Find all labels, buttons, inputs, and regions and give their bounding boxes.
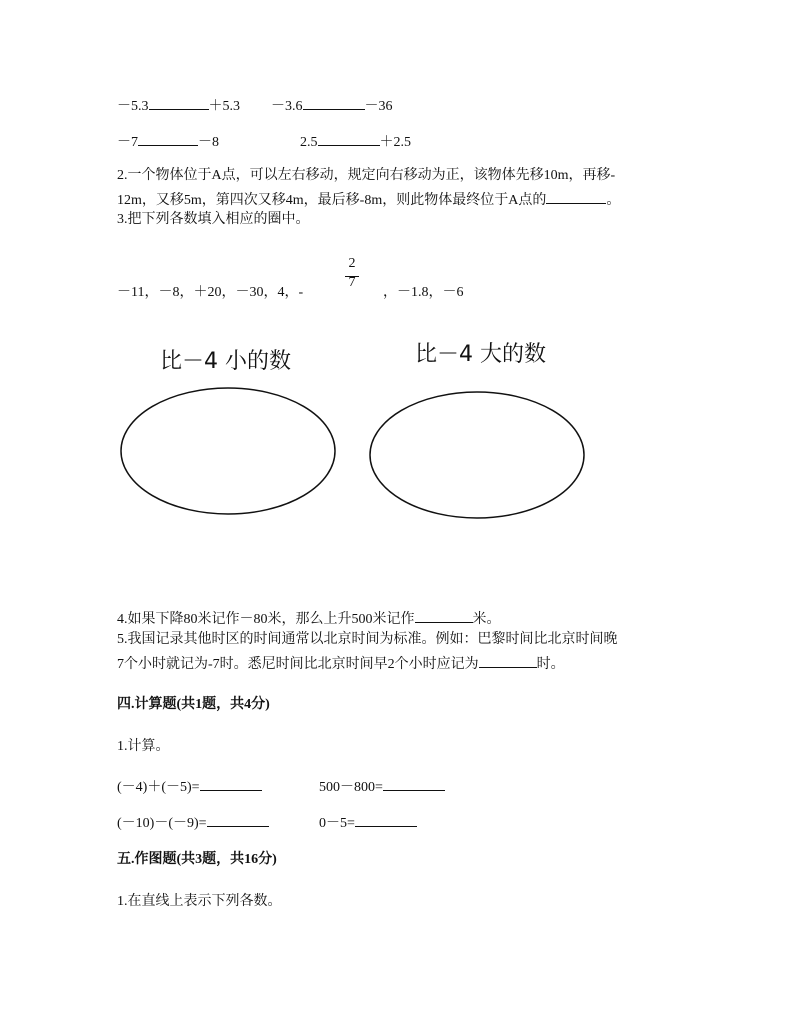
calc-2-expr: 500－800= (319, 780, 383, 795)
q5-end: 时。 (536, 657, 565, 672)
compare-2-right: －36 (364, 99, 393, 114)
compare-4-right: ＋2.5 (379, 135, 411, 150)
compare-3-right: －8 (198, 135, 219, 150)
circle-right-label: 比－4 大的数 (415, 342, 546, 367)
calc-4-expr: 0－5= (319, 816, 355, 831)
q2-text: 12m，又移5m，第四次又移4m，最后移-8m，则此物体最终位于A点的 (117, 193, 547, 208)
compare-4-left: 2.5 (300, 135, 318, 150)
fraction-numerator: 2 (348, 256, 356, 271)
compare-2-left: －3.6 (271, 99, 303, 114)
compare-1-right: ＋5.3 (208, 99, 240, 114)
q4-answer-blank[interactable] (415, 608, 473, 623)
ellipse-greater-than[interactable] (370, 392, 584, 518)
q5-answer-blank[interactable] (479, 653, 537, 668)
calc-1-expr: (－4)＋(－5)= (117, 780, 200, 795)
calc-3-blank[interactable] (207, 812, 269, 827)
q5-line-2 (117, 653, 565, 674)
section-5-heading: 五.作图题(共3题，共16分) (117, 852, 277, 867)
q2-end: 。 (606, 193, 621, 208)
calc-4-blank[interactable] (355, 812, 417, 827)
section-4-heading: 四.计算题(共1题，共4分) (117, 697, 270, 712)
q4-line (117, 608, 501, 629)
q4-end: 米。 (472, 612, 501, 627)
section-4-q1-title: 1.计算。 (117, 739, 170, 754)
compare-1-left: －5.3 (117, 99, 149, 114)
section-5-q1-title: 1.在直线上表示下列各数。 (117, 894, 282, 909)
calc-2 (319, 776, 445, 797)
q5-text: 7个小时就记为-7时。悉尼时间比北京时间早2个小时应记为 (117, 657, 479, 672)
q4-text: 4.如果下降80米记作－80米，那么上升500米记作 (117, 612, 415, 627)
q3-title: 3.把下列各数填入相应的圈中。 (117, 212, 310, 227)
ellipse-less-than[interactable] (121, 388, 335, 514)
q2-line-1: 2.一个物体位于A点，可以左右移动，规定向右移动为正，该物体先移10m，再移- (117, 168, 616, 183)
calc-3 (117, 812, 269, 833)
circle-left-label: 比－4 小的数 (160, 349, 291, 374)
calc-2-blank[interactable] (383, 776, 445, 791)
q5-line-1: 5.我国记录其他时区的时间通常以北京时间为标准。例如：巴黎时间比北京时间晚 (117, 632, 618, 647)
compare-3-left: －7 (117, 135, 138, 150)
calc-1-blank[interactable] (200, 776, 262, 791)
fraction-denominator: 7 (348, 275, 356, 290)
calc-3-expr: (－10)－(－9)= (117, 816, 207, 831)
q3-numbers-post: ，－1.8，－6 (383, 285, 464, 300)
q3-numbers-pre: －11，－8，＋20，－30，4，- (117, 285, 304, 300)
calc-1 (117, 776, 262, 797)
calc-4 (319, 812, 417, 833)
